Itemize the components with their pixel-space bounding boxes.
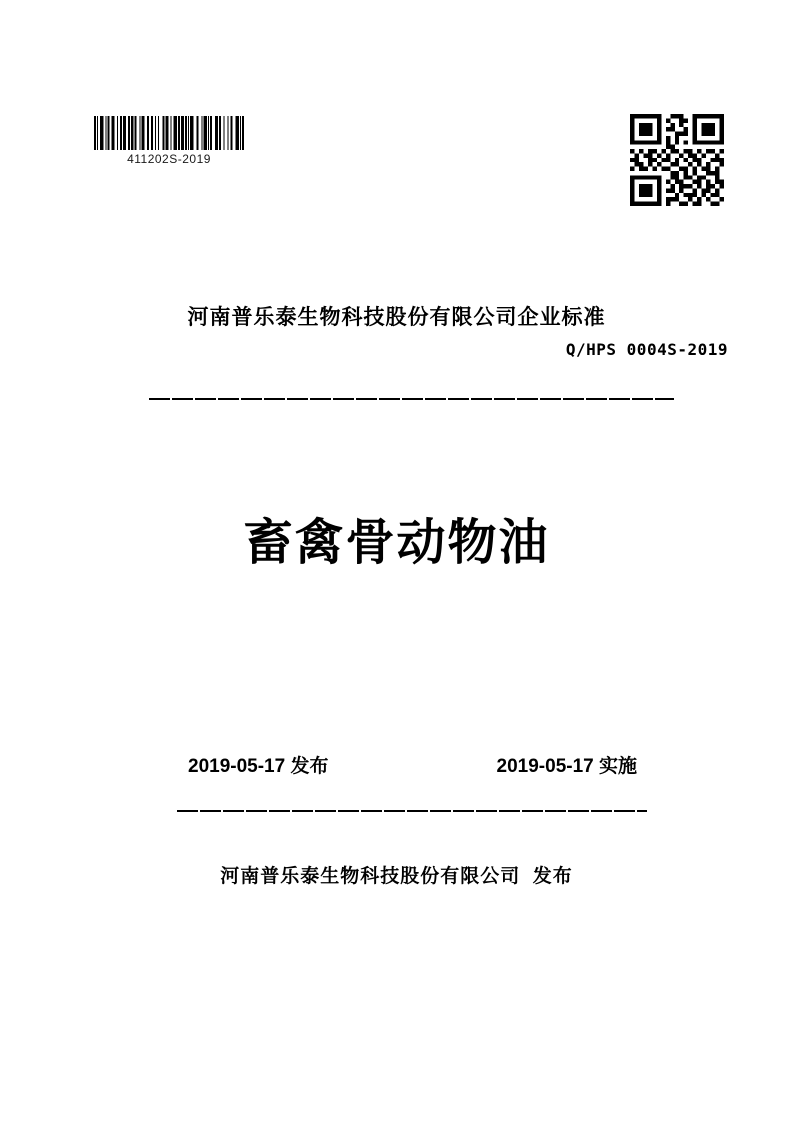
divider-line-bottom [177, 810, 647, 812]
barcode-label: 411202S-2019 [127, 152, 211, 166]
document-title: 畜禽骨动物油 [243, 516, 550, 570]
barcode-block [94, 116, 244, 166]
standard-number: Q/HPS 0004S-2019 [565, 340, 728, 359]
org-standard-heading: 河南普乐泰生物科技股份有限公司企业标准 [187, 306, 606, 329]
publisher-line: 河南普乐泰生物科技股份有限公司 发布 [220, 866, 573, 887]
qr-code-icon [630, 114, 724, 206]
barcode-icon [94, 116, 244, 150]
issue-date: 2019-05-17 发布 [188, 756, 329, 777]
implementation-date: 2019-05-17 实施 [496, 756, 637, 777]
divider-line-top [149, 398, 674, 400]
